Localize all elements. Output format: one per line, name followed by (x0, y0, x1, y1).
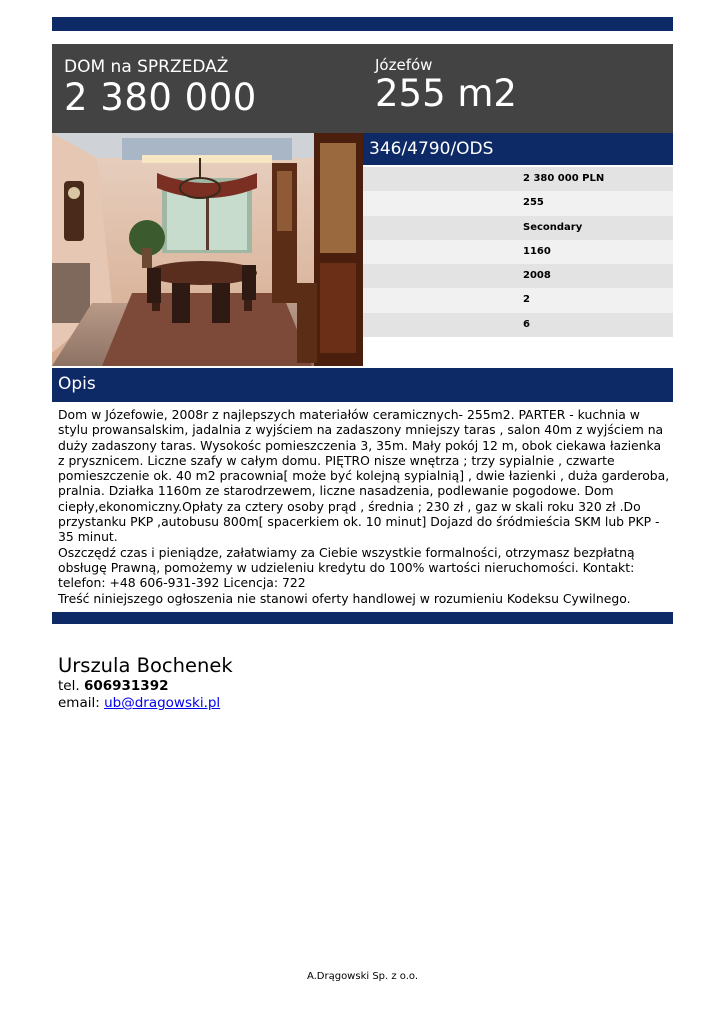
phone-label: tel. (58, 678, 84, 694)
description-paragraph: Oszczędź czas i pieniądze, załatwiamy za Ciebie wszystkie formalności, otrzymasz bezpłatną obsługę Prawną, pomożemy w udzieleniu kredytu do 100% wartości nieruchomości. Kontakt: telefon: +48 606-931-392 Licencja: 722 (58, 544, 635, 591)
dining-room-image (52, 133, 363, 366)
property-area: 255 m2 (375, 72, 517, 115)
description-title: Opis (58, 374, 96, 394)
footer-company: A.Drągowski Sp. z o.o. (306, 971, 419, 982)
detail-value: 2008 (523, 270, 551, 282)
property-price: 2 380 000 (64, 76, 257, 119)
detail-value: 255 (523, 197, 544, 209)
detail-row-rooms (363, 313, 673, 337)
property-type: DOM na SPRZEDAŻ (64, 57, 229, 77)
listing-header (52, 44, 673, 133)
detail-row-floors (363, 288, 673, 312)
agent-email-line (58, 695, 233, 712)
top-accent-bar (52, 17, 673, 31)
property-city: Józefów (375, 56, 433, 74)
description-heading-bar (52, 368, 673, 402)
separator-bar (52, 612, 673, 624)
detail-value: 2 380 000 PLN (523, 173, 605, 184)
details-table (363, 167, 673, 337)
detail-value: 1160 (523, 245, 551, 257)
agent-name: Urszula Bochenek (58, 654, 233, 677)
detail-value: Secondary (523, 221, 583, 233)
disclaimer-paragraph: Treść niniejszego ogłoszenia nie stanowi oferty handlowej w rozumieniu Kodeksu Cywilnego. (58, 590, 631, 606)
detail-row-area (363, 191, 673, 215)
email-label: email: (58, 695, 105, 711)
description-body (58, 407, 670, 606)
agent-email-link[interactable]: ub@dragowski.pl (104, 695, 221, 711)
agent-phone: 606931392 (83, 678, 169, 694)
detail-row-year (363, 264, 673, 288)
property-photo (52, 133, 363, 366)
detail-row-market (363, 216, 673, 240)
agent-contact (58, 654, 233, 712)
detail-value: 6 (523, 318, 530, 330)
listing-ref: 346/4790/ODS (369, 139, 494, 159)
reference-bar (363, 133, 673, 165)
detail-value: 2 (523, 294, 530, 306)
description-paragraph: Dom w Józefowie, 2008r z najlepszych materiałów ceramicznych- 255m2. PARTER - kuchnia w stylu prowansalskim, jadalnia z wyjściem na zadaszony mniejszy taras , salon 40m z wyjściem na duży zadaszony taras. Wysokośc pomieszczenia 3, 35m. Mały pokój 12 m, obok ciekawa łazienka z prysznicem. Liczne szafy w całym domu. PIĘTRO nisze wnętrza ; trzy sypialnie , czwarte pomieszczenie ok. 40 m2 pracownia[ może być kolejną sypialnią] , dwie łazienki , duża garderoba, pralnia. Działka 1160m ze starodrzewem, liczne nasadzenia, podlewanie pogodowe. Dom ciepły,ekonomiczny.Opłaty za cztery osoby prąd , średnia ; 230 zł , gaz w skali roku 320 zł .Do przystanku PKP ,autobusu 800m[ spacerkiem ok. 10 minut] Dojazd do śródmieścia SKM lub PKP - 35 minut. (58, 407, 670, 545)
detail-row-plot (363, 240, 673, 264)
detail-row-price (363, 167, 673, 191)
agent-phone-line (58, 678, 233, 695)
